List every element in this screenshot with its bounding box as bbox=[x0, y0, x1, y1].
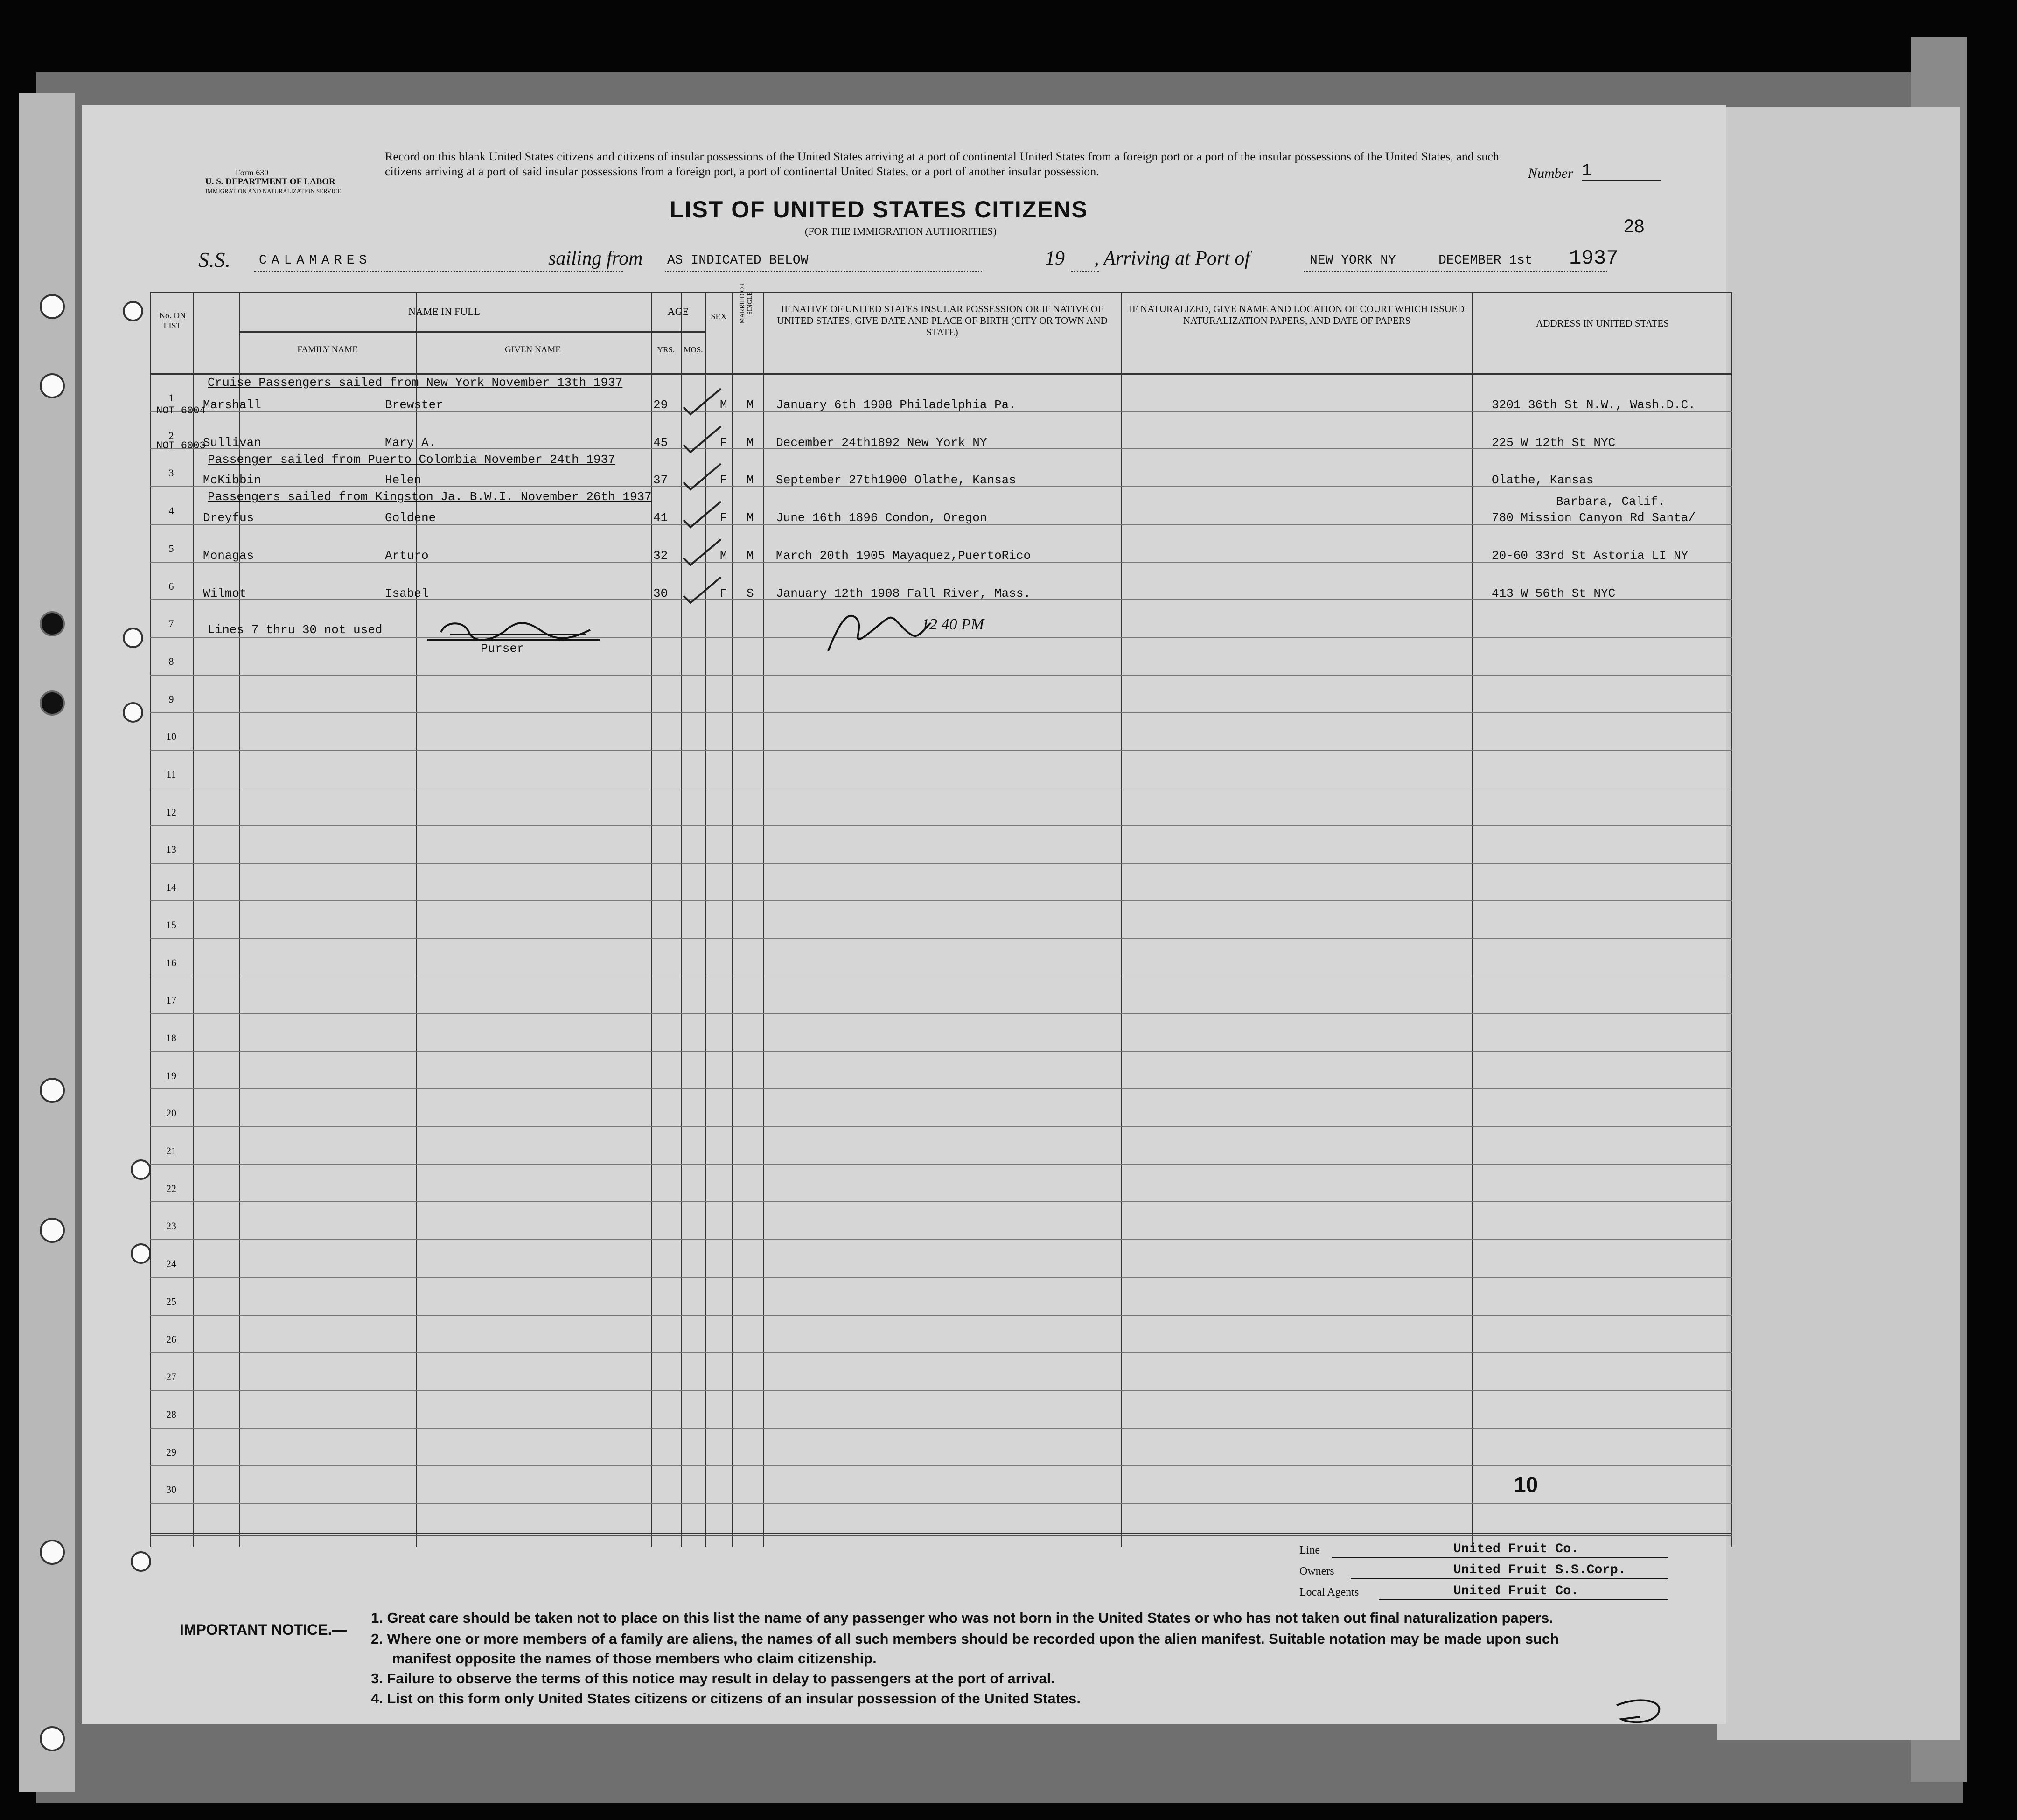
col-header-given: GIVEN NAME bbox=[505, 345, 561, 355]
marital-status-cell: S bbox=[747, 586, 754, 600]
row-number: 5 bbox=[168, 542, 174, 554]
row-rule bbox=[150, 1277, 1732, 1278]
col-line bbox=[763, 292, 764, 1547]
age-years-cell: 45 bbox=[653, 435, 668, 450]
notice-item-2: 2. Where one or more members of a family are aliens, the names of all such members should be recorded upon the alien manifest. Suitable notation may be made upon such bbox=[371, 1631, 1559, 1647]
row-number: 14 bbox=[166, 881, 176, 893]
marital-status-cell: M bbox=[747, 548, 754, 563]
address-cell: Olathe, Kansas bbox=[1492, 473, 1594, 488]
row-number: 11 bbox=[166, 768, 176, 780]
family-name-cell: McKibbin bbox=[203, 473, 261, 488]
page-reference: 28 bbox=[1624, 216, 1645, 237]
arrival-port: NEW YORK NY bbox=[1310, 253, 1396, 268]
col-header-no: No. ON LIST bbox=[159, 311, 186, 330]
given-name-cell: Arturo bbox=[385, 548, 429, 563]
given-name-cell: Mary A. bbox=[385, 435, 436, 450]
binder-hole bbox=[123, 702, 143, 723]
line-underline bbox=[1332, 1557, 1668, 1558]
binder-hole bbox=[40, 373, 65, 398]
row-number: 25 bbox=[166, 1295, 176, 1307]
given-name-cell: Helen bbox=[385, 473, 422, 488]
notice-item-4: 4. List on this form only United States citizens or citizens of an insular possession of the United States. bbox=[371, 1690, 1081, 1707]
birth-cell: December 24th1892 New York NY bbox=[776, 435, 987, 450]
footer-divider bbox=[150, 1535, 1732, 1536]
sex-cell: F bbox=[720, 586, 727, 600]
row-number: 23 bbox=[166, 1220, 176, 1232]
row-rule bbox=[150, 825, 1732, 826]
cruise-note: Cruise Passengers sailed from New York November 13th 1937 bbox=[208, 376, 623, 390]
col-line bbox=[732, 292, 733, 1547]
form-number: Form 630 bbox=[235, 168, 269, 177]
age-years-cell: 37 bbox=[653, 473, 668, 488]
marital-status-cell: M bbox=[747, 473, 754, 488]
purser-signature-line bbox=[427, 639, 600, 641]
binder-hole bbox=[40, 1540, 65, 1565]
address-cell: 20-60 33rd St Astoria LI NY bbox=[1492, 548, 1689, 563]
check-mark bbox=[681, 461, 723, 494]
sex-cell: M bbox=[720, 398, 727, 412]
agents-underline bbox=[1379, 1599, 1668, 1600]
form-instructions: Record on this blank United States citizens and citizens of insular possessions of the United States arriving at a port of continental United States from a foreign port or a port of the insular possessions of the United States, and such citizens arriving at a port of said insular possessions from a foreign port, a port of continental United States, or a port of another insular possession. bbox=[385, 150, 1499, 178]
row-number: 30 bbox=[166, 1484, 176, 1496]
col-line bbox=[150, 292, 151, 1547]
underlying-page bbox=[1717, 107, 1960, 1740]
check-mark bbox=[681, 386, 723, 419]
col-header-birth: IF NATIVE OF UNITED STATES INSULAR POSSESSION OR IF NATIVE OF UNITED STATES, GIVE DATE AND PLACE OF BIRTH (CITY OR TOWN AND STATE) bbox=[777, 303, 1108, 338]
birth-cell: January 12th 1908 Fall River, Mass. bbox=[776, 586, 1031, 600]
family-name-cell: Dreyfus bbox=[203, 511, 254, 525]
address-cell: 780 Mission Canyon Rd Santa/ bbox=[1492, 511, 1696, 525]
agents-label: Local Agents bbox=[1299, 1586, 1359, 1598]
arrival-dotline bbox=[1304, 271, 1607, 272]
col-header-naturalized: IF NATURALIZED, GIVE NAME AND LOCATION OF COURT WHICH ISSUED NATURALIZATION PAPERS, AND DATE OF PAPERS bbox=[1129, 303, 1465, 326]
binder-hole bbox=[123, 628, 143, 648]
col-line bbox=[1121, 292, 1122, 1547]
binder-hole bbox=[40, 690, 65, 716]
purser-label: Purser bbox=[481, 642, 524, 655]
footer-divider bbox=[150, 1533, 1732, 1534]
agents-value: United Fruit Co. bbox=[1453, 1584, 1579, 1598]
row-rule bbox=[150, 1428, 1732, 1429]
row-number: 28 bbox=[166, 1408, 176, 1420]
binder-hole bbox=[40, 1078, 65, 1103]
row-number: 21 bbox=[166, 1145, 176, 1157]
col-line bbox=[651, 292, 652, 1547]
year-prefix: 19 bbox=[1045, 248, 1065, 269]
col-header-yrs: YRS. bbox=[657, 345, 675, 354]
sailing-dotline bbox=[665, 271, 982, 272]
page-title: LIST OF UNITED STATES CITIZENS bbox=[670, 196, 1089, 223]
address-cell: 3201 36th St N.W., Wash.D.C. bbox=[1492, 398, 1696, 412]
row-rule bbox=[150, 1013, 1732, 1014]
arrival-date: DECEMBER 1st bbox=[1438, 253, 1533, 268]
col-line bbox=[1472, 292, 1473, 1547]
row-rule bbox=[150, 712, 1732, 713]
col-header-mos: MOS. bbox=[684, 345, 703, 354]
row-number: 18 bbox=[166, 1032, 176, 1044]
age-years-cell: 29 bbox=[653, 398, 668, 412]
family-name-cell: Marshall bbox=[203, 398, 261, 412]
col-line bbox=[193, 292, 194, 1547]
arrival-year: 1937 bbox=[1569, 247, 1619, 270]
row-rule bbox=[150, 1465, 1732, 1466]
birth-cell: January 6th 1908 Philadelphia Pa. bbox=[776, 398, 1016, 412]
row-rule bbox=[150, 938, 1732, 939]
age-subheader-line bbox=[651, 331, 705, 333]
row-rule bbox=[150, 750, 1732, 751]
row-rule bbox=[150, 1503, 1732, 1504]
age-years-cell: 30 bbox=[653, 586, 668, 600]
given-name-cell: Isabel bbox=[385, 586, 429, 600]
margin-reference: NOT 6004 bbox=[156, 405, 206, 417]
row-rule bbox=[150, 675, 1732, 676]
check-mark bbox=[681, 499, 723, 532]
kingston-note: Passengers sailed from Kingston Ja. B.W.I. November 26th 1937 bbox=[208, 490, 652, 504]
notice-item-1: 1. Great care should be taken not to place on this list the name of any passenger who was not born in the United States or who has not taken out final naturalization papers. bbox=[371, 1610, 1553, 1626]
row-number: 12 bbox=[166, 806, 176, 818]
row-number: 2 bbox=[168, 429, 174, 441]
sex-cell: F bbox=[720, 511, 727, 525]
address-cell: 413 W 56th St NYC bbox=[1492, 586, 1616, 600]
row-number: 27 bbox=[166, 1371, 176, 1383]
binder-hole bbox=[131, 1551, 151, 1572]
row-rule bbox=[150, 1164, 1732, 1165]
marital-status-cell: M bbox=[747, 511, 754, 525]
sex-cell: M bbox=[720, 548, 727, 563]
passenger-count: 10 bbox=[1514, 1472, 1538, 1497]
row-rule bbox=[150, 1201, 1732, 1202]
year-dotline bbox=[1071, 271, 1099, 272]
sex-cell: F bbox=[720, 435, 727, 450]
header-bottom-border bbox=[150, 373, 1732, 375]
binder-hole bbox=[40, 1726, 65, 1751]
clerk-mark bbox=[1612, 1691, 1673, 1729]
row-rule bbox=[150, 1051, 1732, 1052]
notice-item-2-cont: manifest opposite the names of those members who claim citizenship. bbox=[392, 1650, 877, 1667]
ship-name: CALAMARES bbox=[259, 253, 372, 268]
number-label: Number bbox=[1528, 166, 1573, 181]
given-name-cell: Brewster bbox=[385, 398, 443, 412]
table-top-border bbox=[150, 292, 1732, 293]
row-rule bbox=[150, 1239, 1732, 1240]
row-rule bbox=[150, 1390, 1732, 1391]
row-number: 26 bbox=[166, 1333, 176, 1345]
time-stamp: 12 40 PM bbox=[921, 616, 984, 633]
col-line bbox=[1731, 292, 1732, 1547]
sex-cell: F bbox=[720, 473, 727, 488]
row-rule bbox=[150, 1088, 1732, 1089]
family-name-cell: Sullivan bbox=[203, 435, 261, 450]
row-number: 19 bbox=[166, 1069, 176, 1081]
sailing-from-label: sailing from bbox=[548, 248, 643, 269]
row-number: 8 bbox=[168, 655, 174, 667]
row-number: 3 bbox=[168, 467, 174, 479]
arriving-label: , Arriving at Port of bbox=[1094, 248, 1250, 269]
row-number: 20 bbox=[166, 1107, 176, 1119]
binder-hole bbox=[40, 611, 65, 636]
binder-hole bbox=[131, 1243, 151, 1264]
row-rule bbox=[150, 900, 1732, 901]
binder-hole bbox=[40, 294, 65, 319]
marital-status-cell: M bbox=[747, 398, 754, 412]
binding-strip bbox=[19, 93, 75, 1792]
age-years-cell: 32 bbox=[653, 548, 668, 563]
service-name: IMMIGRATION AND NATURALIZATION SERVICE bbox=[205, 188, 342, 195]
col-header-age: AGE bbox=[667, 306, 689, 317]
row-number: 13 bbox=[166, 844, 176, 856]
page-subtitle: (FOR THE IMMIGRATION AUTHORITIES) bbox=[805, 225, 997, 237]
row-number: 9 bbox=[168, 693, 174, 705]
birth-cell: June 16th 1896 Condon, Oregon bbox=[776, 511, 987, 525]
ss-label: S.S. bbox=[198, 248, 230, 272]
name-subheader-line bbox=[239, 331, 651, 333]
department-name: U. S. DEPARTMENT OF LABOR bbox=[205, 177, 335, 187]
owners-value: United Fruit S.S.Corp. bbox=[1453, 1563, 1626, 1577]
owners-label: Owners bbox=[1299, 1565, 1334, 1577]
row-number: 16 bbox=[166, 956, 176, 969]
col-header-family: FAMILY NAME bbox=[297, 345, 358, 355]
line-label: Line bbox=[1299, 1544, 1320, 1556]
family-name-cell: Wilmot bbox=[203, 586, 247, 600]
row-number: 4 bbox=[168, 505, 174, 517]
binder-hole bbox=[123, 301, 143, 321]
row-number: 7 bbox=[168, 618, 174, 630]
row-rule bbox=[150, 1352, 1732, 1353]
birth-cell: September 27th1900 Olathe, Kansas bbox=[776, 473, 1016, 488]
unused-lines-note: Lines 7 thru 30 not used bbox=[208, 623, 383, 637]
col-header-sex: SEX bbox=[711, 312, 727, 321]
address-extra-cell: Barbara, Calif. bbox=[1556, 495, 1666, 509]
given-name-cell: Goldene bbox=[385, 511, 436, 525]
line-value: United Fruit Co. bbox=[1453, 1542, 1579, 1556]
age-years-cell: 41 bbox=[653, 511, 668, 525]
row-rule bbox=[150, 1315, 1732, 1316]
binder-hole bbox=[40, 1218, 65, 1243]
row-number: 10 bbox=[166, 731, 176, 743]
row-number: 6 bbox=[168, 580, 174, 592]
number-value: 1 bbox=[1582, 161, 1592, 180]
notice-heading: IMPORTANT NOTICE.— bbox=[180, 1621, 347, 1638]
margin-reference: NOT 6003 bbox=[156, 440, 206, 452]
check-mark bbox=[681, 537, 723, 570]
check-mark bbox=[681, 575, 723, 607]
number-underline bbox=[1582, 180, 1661, 181]
manifest-page bbox=[82, 105, 1726, 1724]
row-rule bbox=[150, 863, 1732, 864]
family-name-cell: Monagas bbox=[203, 548, 254, 563]
form-id-block bbox=[205, 168, 342, 196]
binder-hole bbox=[131, 1159, 151, 1180]
owners-underline bbox=[1351, 1578, 1668, 1579]
col-header-married: MARRIED OR SINGLE bbox=[739, 283, 754, 324]
colombia-note: Passenger sailed from Puerto Colombia November 24th 1937 bbox=[208, 453, 615, 467]
row-number: 17 bbox=[166, 994, 176, 1006]
notice-item-3: 3. Failure to observe the terms of this notice may result in delay to passengers at the port of arrival. bbox=[371, 1670, 1055, 1687]
birth-cell: March 20th 1905 Mayaquez,PuertoRico bbox=[776, 548, 1031, 563]
col-header-name: NAME IN FULL bbox=[408, 306, 480, 317]
ship-dotline bbox=[254, 271, 623, 272]
row-rule bbox=[150, 1126, 1732, 1127]
col-header-address: ADDRESS IN UNITED STATES bbox=[1536, 318, 1669, 329]
address-cell: 225 W 12th St NYC bbox=[1492, 435, 1616, 450]
row-number: 22 bbox=[166, 1182, 176, 1194]
row-number: 1 bbox=[168, 392, 174, 404]
row-number: 29 bbox=[166, 1446, 176, 1458]
sailing-from-value: AS INDICATED BELOW bbox=[667, 253, 809, 268]
row-number: 24 bbox=[166, 1258, 176, 1270]
check-mark bbox=[681, 424, 723, 457]
marital-status-cell: M bbox=[747, 435, 754, 450]
row-number: 15 bbox=[166, 919, 176, 931]
